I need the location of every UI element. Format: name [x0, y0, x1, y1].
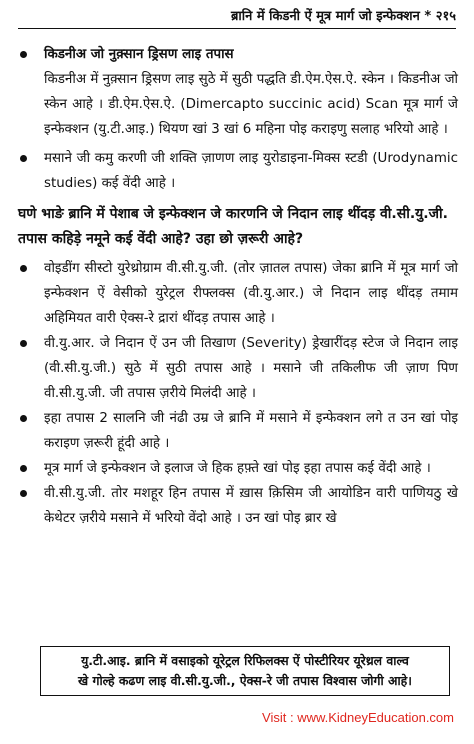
- bullet-text: किडनीअ में नुक़्सान ड्रिसण लाइ सुठे में सुठी पद्धति डी.ऐम.ऐस.ऐ. स्केन । किडनीअ जो स्केन आहे । डी.ऐम.ऐस.ऐ. (Dimercapto succinic acid) Scan मूत्र मार्ग जे इन्फेक्शन (यु.टी.आइ.) थियण खां 3 खां 6 महिना पोइ कराइणु सलाह भरियो आहे ।: [44, 72, 458, 137]
- footer-visit-link[interactable]: Visit : www.KidneyEducation.com: [262, 710, 454, 725]
- bullet-icon: [20, 415, 27, 422]
- list-item: [18, 456, 458, 481]
- boxed-note-line: यु.टी.आइ. ब्रानि में वसाइको यूरेट्रल रिफिलक्स ऐं पोस्टीरियर यूरेथ्रल वाल्व: [81, 653, 409, 668]
- bullet-icon: [20, 155, 27, 162]
- header-star: *: [424, 9, 432, 24]
- running-header: [231, 6, 456, 24]
- bullet-title: किडनीअ जो नुक़्सान ड्रिसण लाइ तपास: [44, 47, 234, 62]
- bullet-icon: [20, 51, 27, 58]
- bullet-text: वी.यु.आर. जे निदान ऐं उन जी तिखाण (Severity) ड्रेखारींदड़ स्टेज जे निदान लाइ (वी.सी.यु.जी.) सुठे में सुठी तपास आहे । मसाने जी तकिलीफ जी ज़ाण पिण वी.सी.यु.जी. जी तपास ज़रीये मिलंदी आहे ।: [44, 336, 458, 401]
- list-item: [18, 42, 458, 142]
- list-item: [18, 146, 458, 196]
- section-heading: घणे भाङे ब्रानि में पेशाब जे इन्फेक्शन जे कारणनि जे निदान लाइ थींदड़ वी.सी.यु.जी. तपास कहिड़े नमूने कई वेंदी आहे? उहा छो ज़रूरी आहे?: [18, 206, 448, 247]
- list-item: [18, 256, 458, 331]
- bullet-text: मसाने जी कमु करणी जी शक्ति ज़ाणण लाइ युरोडाइना-मिक्स स्टडी (Urodynamic studies) कई वेंदी आहे ।: [44, 151, 458, 191]
- boxed-note-line: खे गोल्हे कढण लाइ वी.सी.यु.जी., ऐक्स-रे जी तपास विश्वास जोगी आहे।: [78, 673, 412, 688]
- list-item: [18, 481, 458, 531]
- list-item: [18, 406, 458, 456]
- bullet-icon: [20, 265, 27, 272]
- header-title: ब्रानि में किडनी ऐं मूत्र मार्ग जो इन्फेक्शन: [230, 9, 420, 24]
- list-item: [18, 331, 458, 406]
- bullet-text: इहा तपास 2 सालनि जी नंढी उम्र जे ब्रानि में मसाने में इन्फेक्शन लगे त उन खां पोइ कराइण ज़रूरी हूंदी आहे ।: [44, 411, 458, 451]
- bullet-text: वोइडींग सीस्टो युरेथ्रोग्राम वी.सी.यु.जी. (तोर ज़ातल तपास) जेका ब्रानि में मूत्र मार्ग जो इन्फेक्शन ऐं वेसीको युरेट्रल रीफ्लक्स (वी.यु.आर.) जे निदान लाइ थींदड़ तमाम अहिमियत वारी ऐक्स-रे द्रारां थींदड़ तपास आहे ।: [44, 261, 458, 326]
- boxed-note: [40, 646, 450, 696]
- bullet-text: वी.सी.यु.जी. तोर मशहूर हिन तपास में ख़ास क़िसिम जी आयोडिन वारी पाणियठु खे केथेटर ज़रीये मसाने में भरियो वेंदो आहे । उन खां पोइ ब्रार खे: [44, 486, 458, 526]
- bullet-icon: [20, 490, 27, 497]
- page-number: २१५: [435, 9, 456, 24]
- page-content: [18, 42, 458, 531]
- bullet-text: मूत्र मार्ग जे इन्फेक्शन जे इलाज जे हिक हफ़्ते खां पोइ इहा तपास कई वेंदी आहे ।: [44, 461, 431, 476]
- header-divider: [18, 28, 456, 29]
- bullet-icon: [20, 340, 27, 347]
- bullet-icon: [20, 465, 27, 472]
